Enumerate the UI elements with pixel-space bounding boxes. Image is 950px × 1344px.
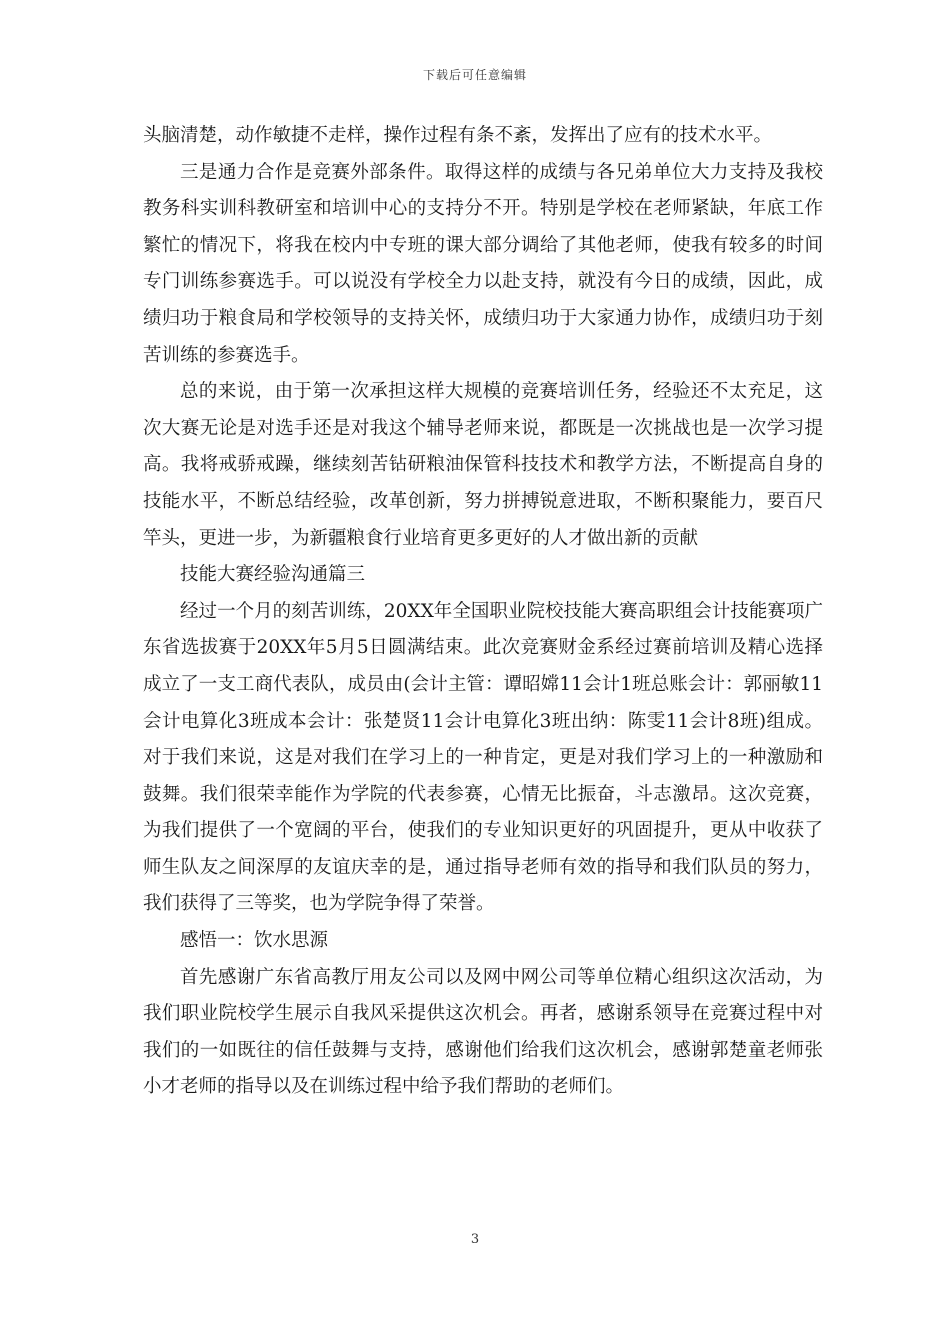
document-body [143,118,823,1106]
paragraph: 三是通力合作是竞赛外部条件。取得这样的成绩与各兄弟单位大力支持及我校教务科实训科教研室和培训中心的支持分不开。特别是学校在老师紧缺，年底工作繁忙的情况下，将我在校内中专班的课大部分调给了其他老师，使我有较多的时间专门训练参赛选手。可以说没有学校全力以赴支持，就没有今日的成绩，因此，成绩归功于粮食局和学校领导的支持关怀，成绩归功于大家通力协作，成绩归功于刻苦训练的参赛选手。 [143,161,823,366]
paragraph: 首先感谢广东省高教厅用友公司以及网中网公司等单位精心组织这次活动，为我们职业院校学生展示自我风采提供这次机会。再者，感谢系领导在竞赛过程中对我们的一如既往的信任鼓舞与支持，感谢他们给我们这次机会，感谢郭楚童老师张小才老师的指导以及在训练过程中给予我们帮助的老师们。 [143,966,823,1098]
paragraph: 总的来说，由于第一次承担这样大规模的竞赛培训任务，经验还不太充足，这次大赛无论是对选手还是对我这个辅导老师来说，都既是一次挑战也是一次学习提高。我将戒骄戒躁，继续刻苦钻研粮油保管科技技术和教学方法，不断提高自身的技能水平，不断总结经验，改革创新，努力拼搏锐意进取，不断积聚能力，要百尺竿头，更进一步，为新疆粮食行业培育更多更好的人才做出新的贡献 [143,381,823,549]
subsection-heading: 感悟一：饮水思源 [180,930,329,952]
page-header: 下载后可任意编辑 [422,68,527,82]
page-number: 3 [470,1232,480,1247]
section-heading: 技能大赛经验沟通篇三 [180,564,366,586]
paragraph: 头脑清楚，动作敏捷不走样，操作过程有条不紊，发挥出了应有的技术水平。 [143,125,773,146]
paragraph: 经过一个月的刻苦训练，20XX年全国职业院校技能大赛高职组会计技能赛项广东省选拔赛于20XX年5月5日圆满结束。此次竞赛财金系经过赛前培训及精心选择成立了一支工商代表队，成员由(会计主管：谭昭嫦11会计1班总账会计：郭丽敏11会计电算化3班成本会计：张楚贤11会计电算化3班出纳：陈雯11会计8班)组成。对于我们来说，这是对我们在学习上的一种肯定，更是对我们学习上的一种激励和鼓舞。我们很荣幸能作为学院的代表参赛，心情无比振奋，斗志激昂。这次竞赛，为我们提供了一个宽阔的平台，使我们的专业知识更好的巩固提升，更从中收获了师生队友之间深厚的友谊庆幸的是，通过指导老师有效的指导和我们队员的努力，我们获得了三等奖，也为学院争得了荣誉。 [143,600,823,915]
